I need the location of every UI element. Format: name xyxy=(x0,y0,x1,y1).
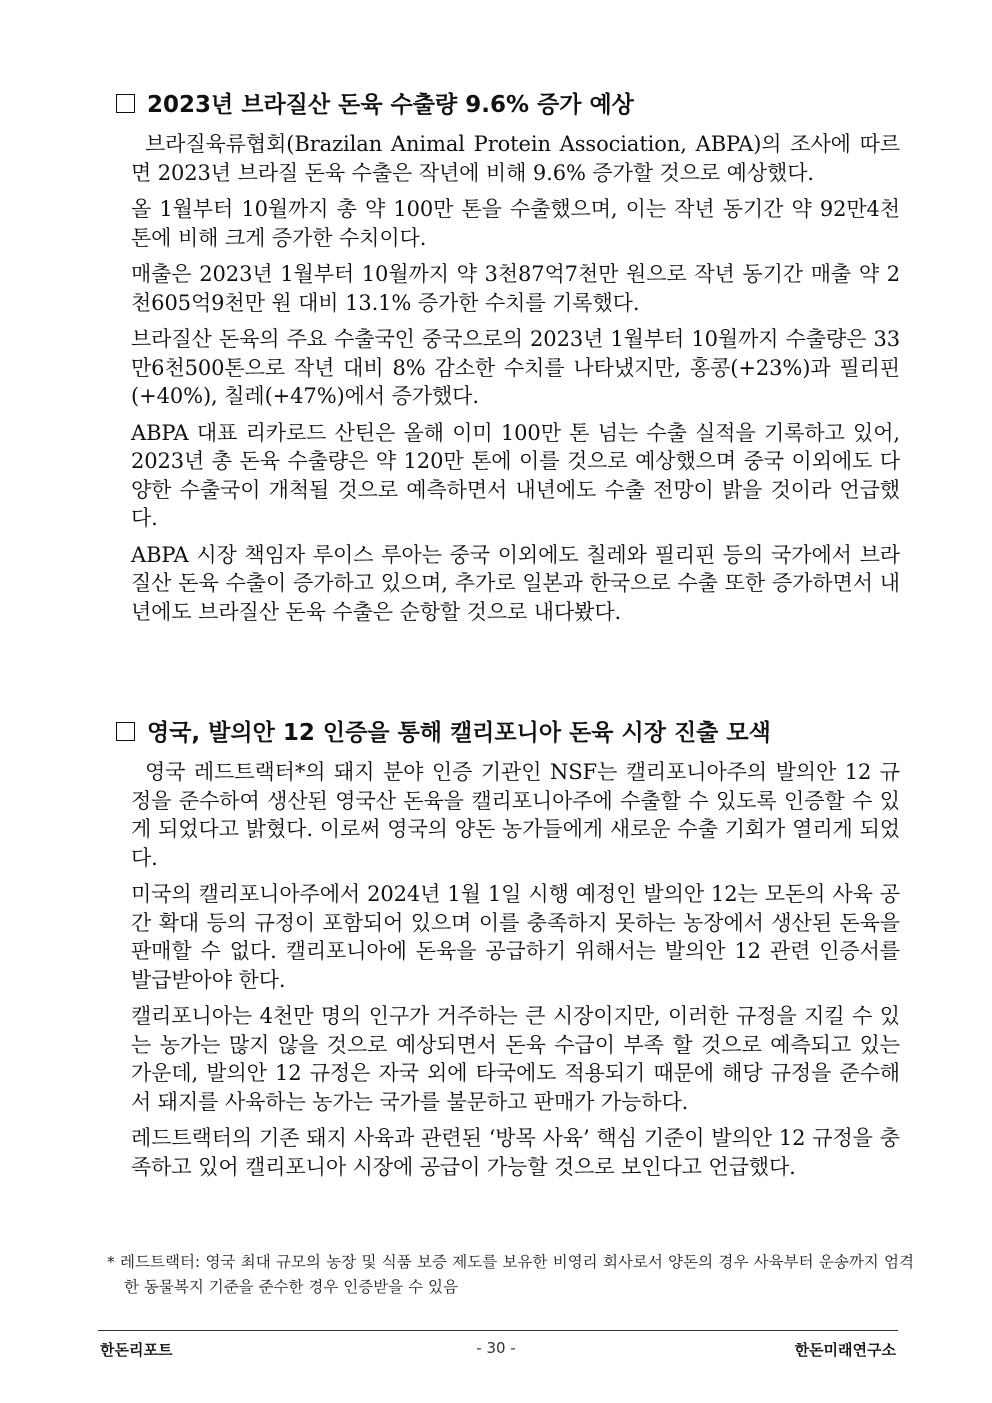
section-heading xyxy=(116,88,900,122)
paragraph: 브라질산 돈육의 주요 수출국인 중국으로의 2023년 1월부터 10월까지 수출량은 33만6천500톤으로 작년 대비 8% 감소한 수치를 나타냈지만, 홍콩(+23%)과 필리핀(+40%), 칠레(+47%)에서 증가했다. xyxy=(131,327,900,408)
paragraph: 브라질육류협회(Brazilan Animal Protein Association, ABPA)의 조사에 따르면 2023년 브라질 돈육 수출은 작년에 비해 9.6% 증가할 것으로 예상했다. xyxy=(131,132,900,185)
paragraph: 영국 레드트랙터*의 돼지 분야 인증 기관인 NSF는 캘리포니아주의 발의안 12 규정을 준수하여 생산된 영국산 돈육을 캘리포니아주에 수출할 수 있도록 인증할 수 있게 되었다고 밝혔다. 이로써 영국의 양돈 농가들에게 새로운 수출 기회가 열리게 되었다. xyxy=(131,760,900,870)
paragraph: 매출은 2023년 1월부터 10월까지 약 3천87억7천만 원으로 작년 동기간 매출 약 2천605억9천만 원 대비 13.1% 증가한 수치를 기록했다. xyxy=(131,262,900,315)
paragraph: 올 1월부터 10월까지 총 약 100만 톤을 수출했으며, 이는 작년 동기간 약 92만4천 톤에 비해 크게 증가한 수치이다. xyxy=(131,197,900,250)
paragraph: 캘리포니아는 4천만 명의 인구가 거주하는 큰 시장이지만, 이러한 규정을 지킬 수 있는 농가는 많지 않을 것으로 예상되면서 돈육 수급이 부족 할 것으로 예측되고 있는 가운데, 발의안 12 규정은 자국 외에 타국에도 적용되기 때문에 해당 규정을 준수해서 돼지를 사육하는 농가는 국가를 불문하고 판매가 가능하다. xyxy=(131,1004,900,1114)
section-uk xyxy=(116,716,900,1189)
paragraph: 레드트랙터의 기존 돼지 사육과 관련된 ‘방목 사육’ 핵심 기준이 발의안 12 규정을 충족하고 있어 캘리포니아 시장에 공급이 가능할 것으로 보인다고 언급했다. xyxy=(131,1126,900,1179)
footer-divider xyxy=(98,1330,898,1331)
footer-page-number: - 30 - xyxy=(476,1339,516,1357)
section-brazil xyxy=(116,88,900,634)
footer-publication-name: 한돈리포트 xyxy=(100,1341,173,1359)
footer-organization: 한돈미래연구소 xyxy=(794,1341,896,1359)
checkbox-square-icon xyxy=(116,722,135,741)
section-heading-text: 영국, 발의안 12 인증을 통해 캘리포니아 돈육 시장 진출 모색 xyxy=(147,720,771,746)
paragraph: ABPA 대표 리카로드 산틴은 올해 이미 100만 톤 넘는 수출 실적을 기록하고 있어, 2023년 총 돈육 수출량은 약 120만 톤에 이를 것으로 예상했으며 중국 이외에도 다양한 수출국이 개척될 것으로 예측하면서 내년에도 수출 전망이 밝을 것이라 언급했다. xyxy=(131,420,900,530)
section-heading xyxy=(116,716,900,750)
footnote: * 레드트랙터: 영국 최대 규모의 농장 및 식품 보증 제도를 보유한 비영리 회사로서 양돈의 경우 사육부터 운송까지 엄격한 동물복지 기준을 준수한 경우 인증받을 수 있음 xyxy=(107,1253,914,1296)
checkbox-square-icon xyxy=(116,94,135,113)
section-heading-text: 2023년 브라질산 돈육 수출량 9.6% 증가 예상 xyxy=(147,92,634,118)
paragraph: 미국의 캘리포니아주에서 2024년 1월 1일 시행 예정인 발의안 12는 모돈의 사육 공간 확대 등의 규정이 포함되어 있으며 이를 충족하지 못하는 농장에서 생산된 돈육을 판매할 수 없다. 캘리포니아에 돈육을 공급하기 위해서는 발의안 12 관련 인증서를 발급받아야 한다. xyxy=(131,882,900,992)
paragraph: ABPA 시장 책임자 루이스 루아는 중국 이외에도 칠레와 필리핀 등의 국가에서 브라질산 돈육 수출이 증가하고 있으며, 추가로 일본과 한국으로 수출 또한 증가하면서 내년에도 브라질산 돈육 수출은 순항할 것으로 내다봤다. xyxy=(131,542,900,624)
